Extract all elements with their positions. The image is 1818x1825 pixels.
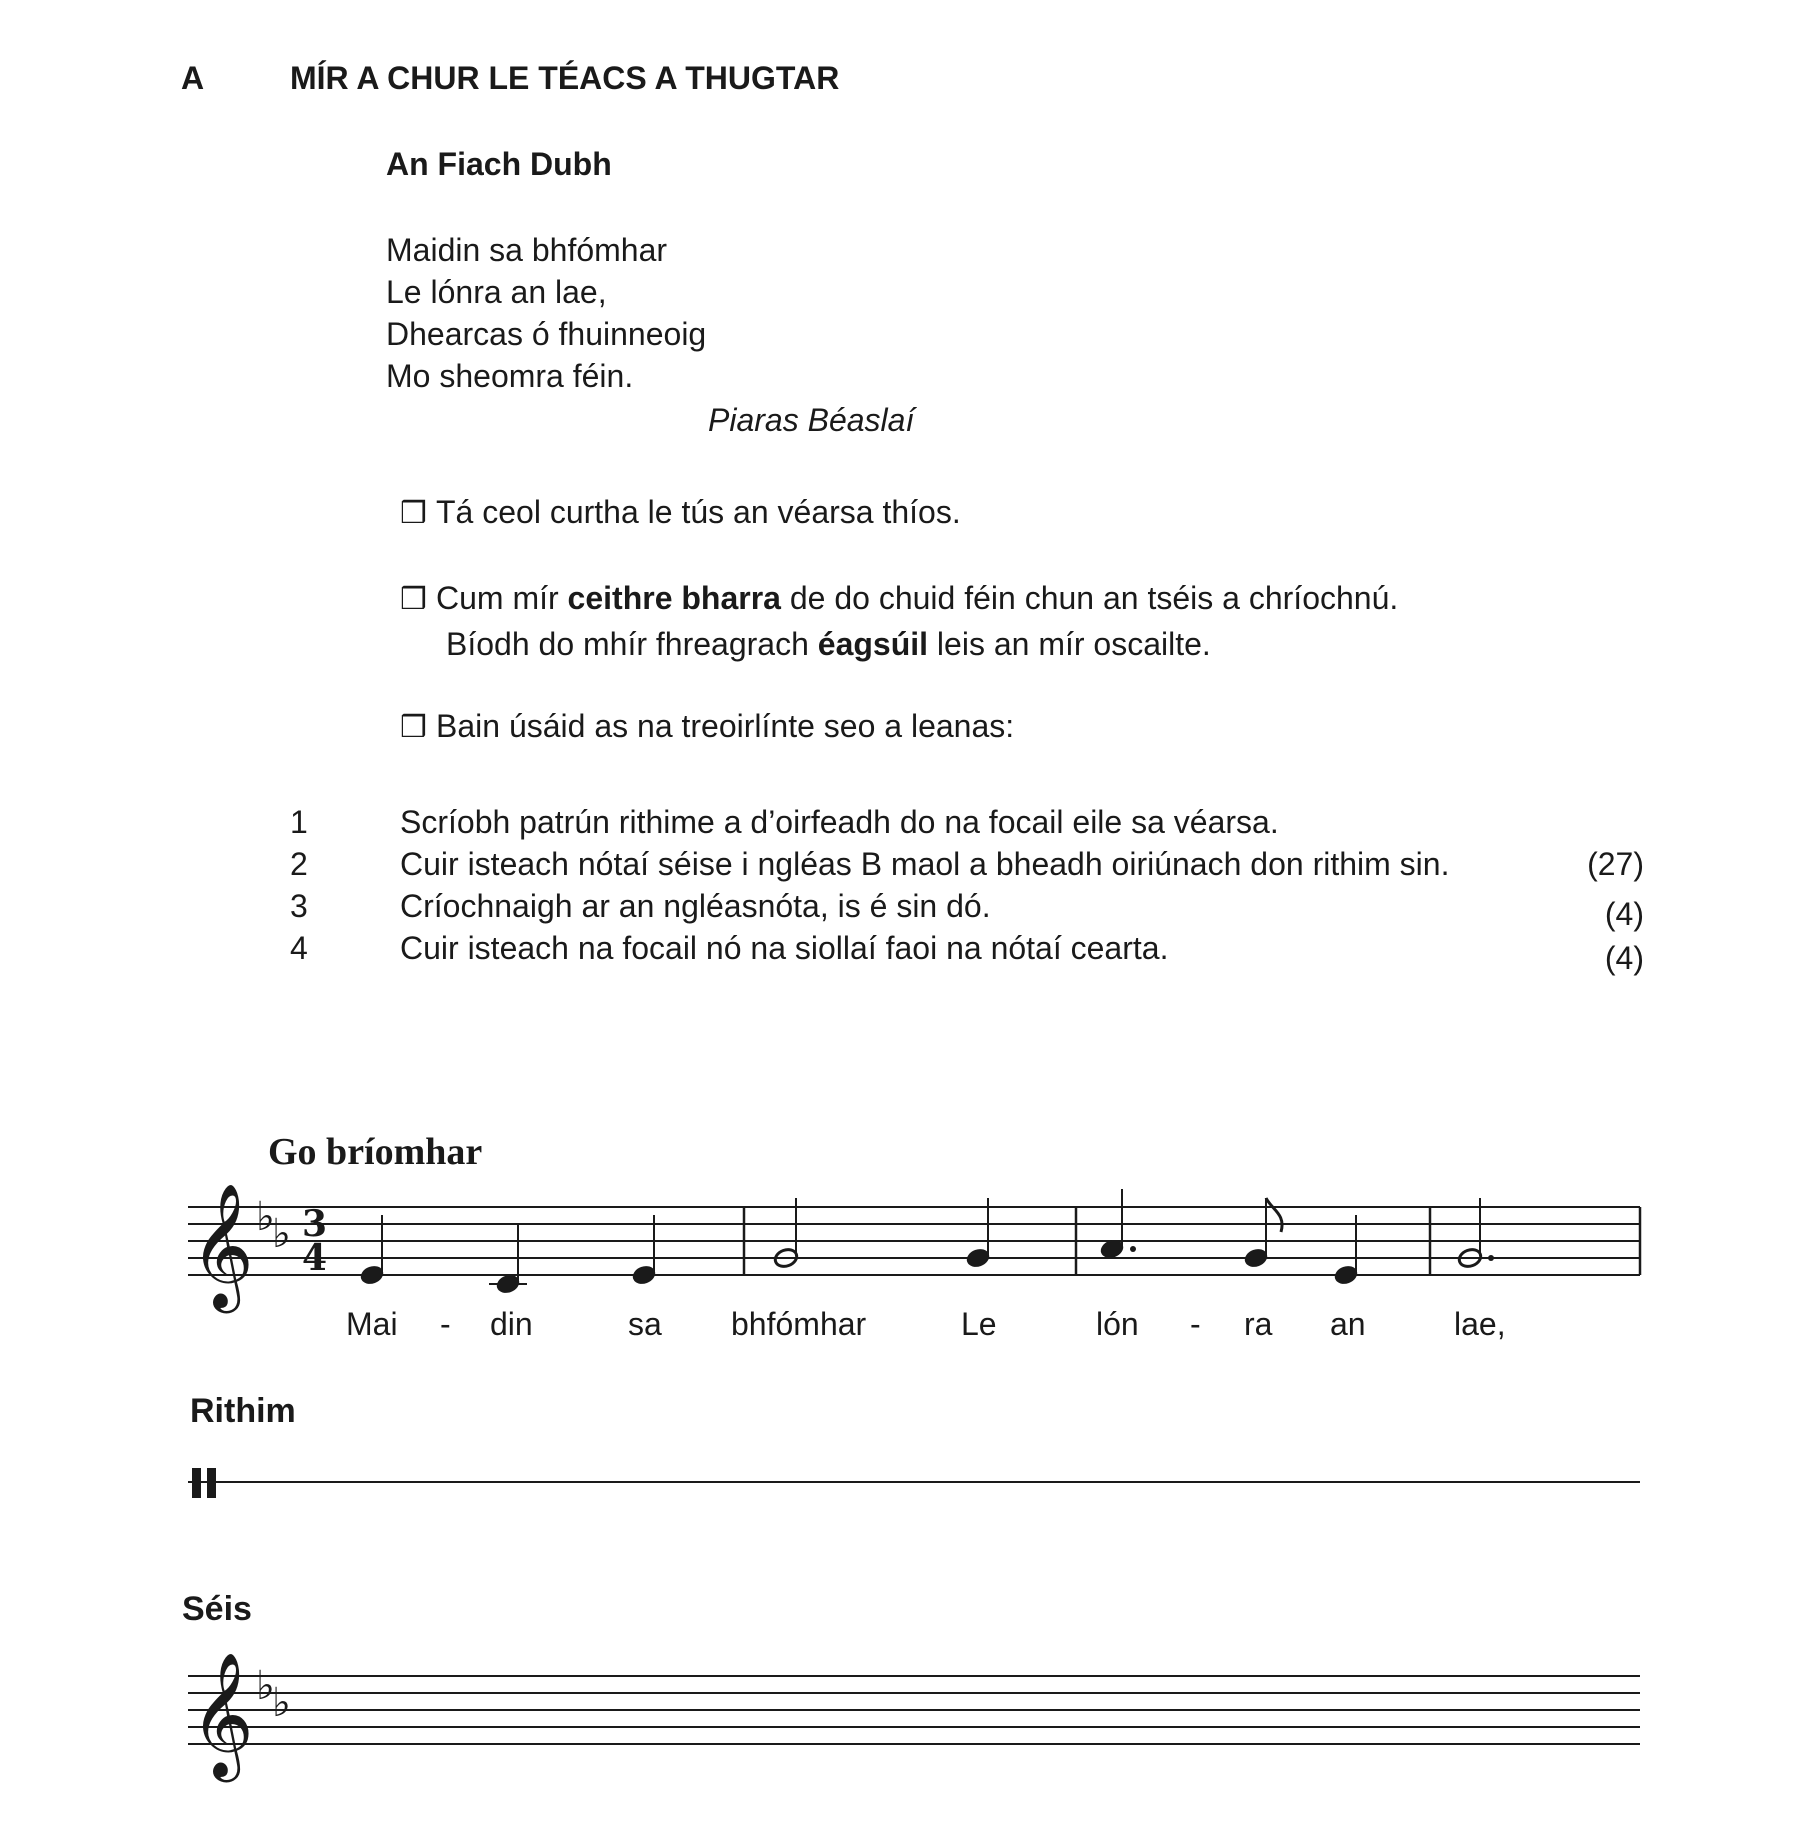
instruction-text: leis an mír oscailte. bbox=[928, 626, 1211, 662]
task-text: Scríobh patrún rithime a d’oirfeadh do na focail eile sa véarsa. bbox=[400, 804, 1279, 840]
lyric-hyphen: - bbox=[1190, 1306, 1201, 1342]
lyric-syllable: an bbox=[1330, 1306, 1366, 1342]
task-text: Cuir isteach na focail nó na siollaí faoi na nótaí cearta. bbox=[400, 930, 1169, 966]
melody-label: Séis bbox=[182, 1590, 252, 1628]
checkbox-icon: ❒ bbox=[400, 583, 427, 616]
section-title: MÍR A CHUR LE TÉACS A THUGTAR bbox=[290, 60, 840, 96]
task-marks: (27) bbox=[1587, 846, 1644, 882]
blank-melody-staff bbox=[188, 1676, 1640, 1744]
instruction-emphasis: ceithre bharra bbox=[567, 580, 781, 616]
key-flat-icon: ♭ bbox=[272, 1680, 291, 1726]
poem-author: Piaras Béaslaí bbox=[708, 402, 915, 438]
instruction-emphasis: éagsúil bbox=[817, 626, 929, 662]
poem-title: An Fiach Dubh bbox=[386, 146, 612, 182]
checkbox-icon: ❒ bbox=[400, 711, 427, 744]
tempo-marking: Go bríomhar bbox=[268, 1131, 483, 1173]
rhythm-label: Rithim bbox=[190, 1392, 296, 1430]
poem-line: Maidin sa bhfómhar bbox=[386, 232, 668, 268]
treble-clef-icon: 𝄞 bbox=[190, 1183, 254, 1308]
instruction-text: Tá ceol curtha le tús an véarsa thíos. bbox=[436, 494, 961, 530]
task-marks: (4) bbox=[1604, 940, 1644, 976]
task-marks: (4) bbox=[1604, 896, 1644, 932]
task-number: 1 bbox=[290, 804, 308, 840]
checkbox-icon: ❒ bbox=[400, 497, 427, 530]
lyric-syllable: lae, bbox=[1454, 1306, 1506, 1342]
lyric-syllable: ra bbox=[1244, 1306, 1273, 1342]
note bbox=[631, 1215, 657, 1286]
lyric-syllable: sa bbox=[628, 1306, 662, 1342]
task-number: 3 bbox=[290, 888, 308, 924]
key-flat-icon: ♭ bbox=[256, 1194, 275, 1240]
time-sig-top: 3 bbox=[302, 1203, 328, 1245]
treble-clef-icon: 𝄞 bbox=[190, 1652, 254, 1777]
time-sig-bottom: 4 bbox=[302, 1237, 328, 1279]
instruction-text: Cum mír bbox=[436, 580, 568, 616]
lyric-syllable: Le bbox=[961, 1306, 997, 1342]
poem-line: Dhearcas ó fhuinneoig bbox=[386, 316, 707, 352]
lyric-hyphen: - bbox=[440, 1306, 451, 1342]
lyric-syllable: Mai bbox=[346, 1306, 398, 1342]
lyric-syllable: lón bbox=[1096, 1306, 1139, 1342]
note bbox=[489, 1224, 527, 1295]
note bbox=[359, 1215, 385, 1286]
task-number: 4 bbox=[290, 930, 308, 966]
note bbox=[1333, 1215, 1359, 1286]
key-flat-icon: ♭ bbox=[272, 1211, 291, 1257]
task-text: Cuir isteach nótaí séise i ngléas B maol a bheadh oiriúnach don rithim sin. bbox=[400, 846, 1450, 882]
key-flat-icon: ♭ bbox=[256, 1663, 275, 1709]
instruction-text: Bain úsáid as na treoirlínte seo a leanas: bbox=[436, 708, 1015, 744]
note bbox=[965, 1198, 991, 1269]
task-text: Críochnaigh ar an ngléasnóta, is é sin dó. bbox=[400, 888, 991, 924]
section-letter: A bbox=[181, 60, 205, 96]
poem-line: Mo sheomra féin. bbox=[386, 358, 634, 394]
lyric-syllable: bhfómhar bbox=[731, 1306, 867, 1342]
instruction-text: de do chuid féin chun an tséis a chríochnú. bbox=[780, 580, 1399, 616]
lyric-syllable: din bbox=[490, 1306, 533, 1342]
poem-line: Le lónra an lae, bbox=[386, 274, 607, 310]
rhythm-staff bbox=[188, 1468, 1640, 1498]
instruction-text: Bíodh do mhír fhreagrach bbox=[446, 626, 818, 662]
melody-staff bbox=[188, 1207, 1640, 1275]
task-number: 2 bbox=[290, 846, 308, 882]
